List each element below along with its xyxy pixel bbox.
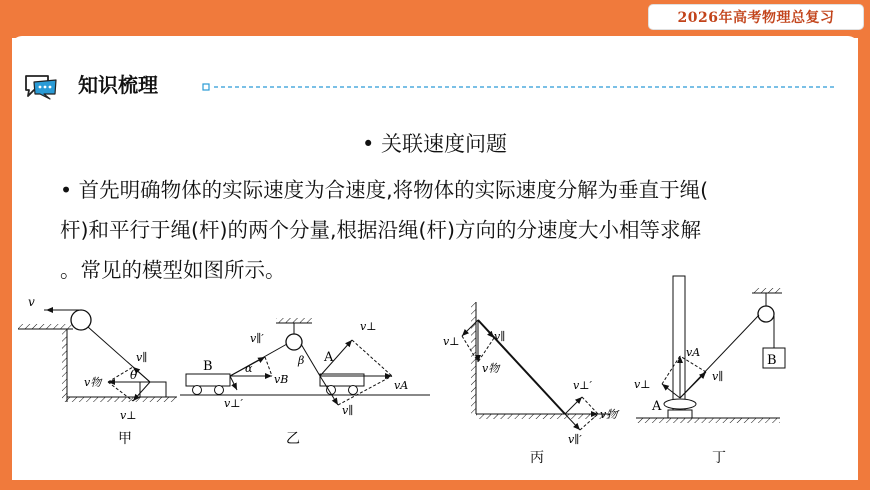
yi-vperp-prime-label: v⊥′ bbox=[224, 397, 244, 410]
ding-B-label: B bbox=[767, 353, 777, 368]
bing-vpar-prime-label: v∥′ bbox=[568, 433, 582, 446]
jia-caption: 甲 bbox=[118, 431, 132, 447]
figure-yi bbox=[180, 318, 430, 447]
yi-A-label: A bbox=[324, 350, 334, 365]
bing-vobj-prime-label: v物′ bbox=[600, 408, 620, 421]
section-title: 知识梳理 bbox=[78, 73, 158, 97]
bing-vperp-prime-label: v⊥′ bbox=[573, 379, 593, 392]
paragraph-line-3: 。常见的模型如图所示。 bbox=[60, 258, 286, 282]
yi-alpha-label: α bbox=[245, 362, 253, 375]
paragraph-line-2: 杆)和平行于绳(杆)的两个分量,根据沿绳(杆)方向的分速度大小相等求解 bbox=[60, 218, 702, 242]
jia-theta-label: θ bbox=[130, 368, 138, 382]
jia-vobj-label: v物 bbox=[84, 376, 102, 389]
ding-vperp-label: v⊥ bbox=[634, 378, 651, 391]
yi-caption: 乙 bbox=[286, 431, 300, 447]
yi-beta-label: β bbox=[298, 354, 305, 367]
bing-caption: 丙 bbox=[530, 450, 544, 466]
bing-vpar-label: v∥ bbox=[494, 330, 506, 343]
yi-vpar-bot-label: v∥ bbox=[342, 404, 354, 417]
yi-vB-label: vB bbox=[274, 373, 289, 386]
jia-v-label: v bbox=[28, 295, 35, 309]
yi-vpar-top-label: v∥′ bbox=[250, 332, 264, 345]
yi-vperp-label: v⊥ bbox=[360, 320, 377, 333]
figure-bing bbox=[443, 302, 620, 466]
yi-vA-label: vA bbox=[394, 379, 409, 392]
jia-vperp-label: v⊥ bbox=[120, 409, 137, 422]
ding-caption: 丁 bbox=[712, 450, 726, 466]
jia-vpar-label: v∥ bbox=[136, 351, 148, 364]
yi-B-label: B bbox=[203, 359, 213, 374]
bing-vobj-label: v物 bbox=[482, 362, 500, 375]
figure-jia bbox=[18, 295, 177, 447]
bing-vperp-label: v⊥ bbox=[443, 335, 460, 348]
ding-A-label: A bbox=[652, 399, 662, 414]
topic-subtitle: • 关联速度问题 bbox=[362, 132, 508, 156]
ding-vpar-label: v∥ bbox=[712, 370, 724, 383]
figure-ding bbox=[634, 276, 785, 466]
ding-vA-label: vA bbox=[686, 346, 701, 359]
paragraph-line-1: • 首先明确物体的实际速度为合速度,将物体的实际速度分解为垂直于绳( bbox=[60, 178, 709, 202]
course-badge-label: 2026年高考物理总复习 bbox=[677, 10, 835, 26]
